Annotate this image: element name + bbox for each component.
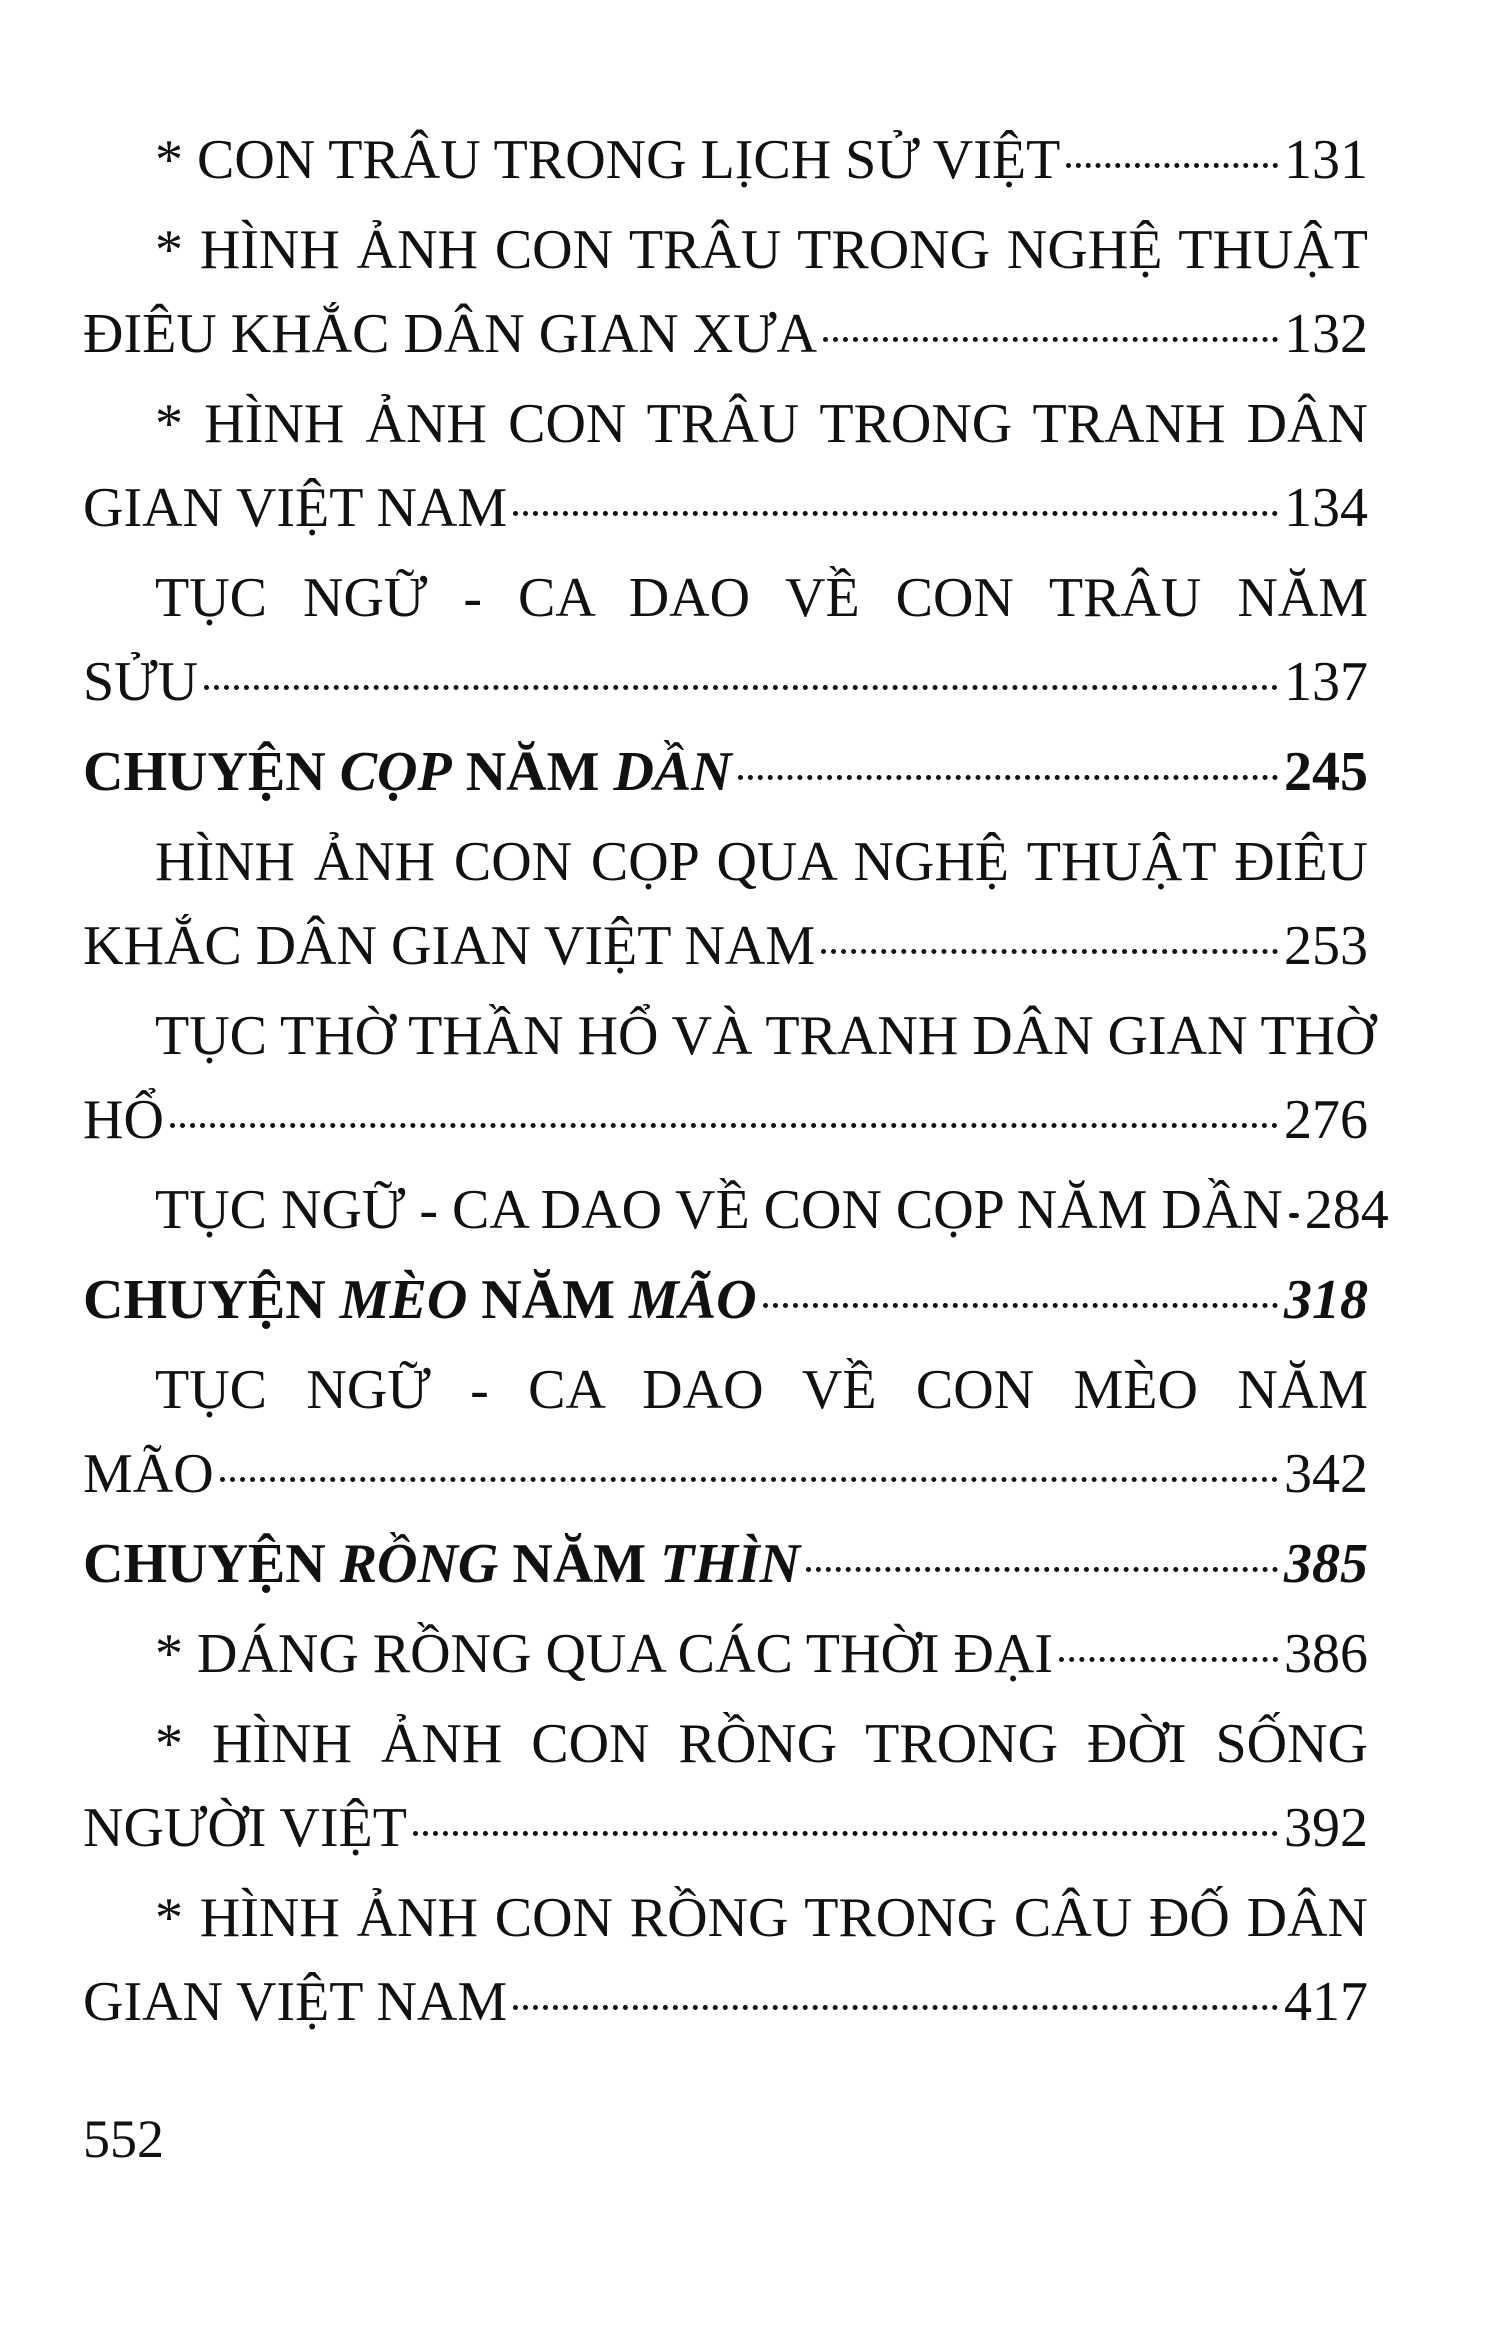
toc-heading bbox=[83, 1522, 1368, 1606]
toc-entry-line1: * HÌNH ẢNH CON RỒNG TRONG CÂU ĐỐ DÂN bbox=[155, 1887, 1368, 1949]
toc-heading-part: CHUYỆN bbox=[83, 741, 340, 803]
page-number: 552 bbox=[83, 2109, 164, 2169]
toc-page-number: 385 bbox=[1284, 1533, 1368, 1595]
toc-entry-text: MÃO bbox=[83, 1443, 214, 1505]
toc-heading-part: CỌP bbox=[339, 741, 452, 803]
toc-entry bbox=[83, 208, 1368, 376]
dot-leader bbox=[1059, 1657, 1278, 1662]
toc-entry bbox=[83, 1612, 1368, 1696]
toc-entry bbox=[83, 1702, 1368, 1870]
toc-entry-text: GIAN VIỆT NAM bbox=[83, 1971, 508, 2033]
toc-entry bbox=[83, 1348, 1368, 1516]
toc-entry-text: HỔ bbox=[83, 1089, 164, 1151]
toc-heading-line bbox=[83, 730, 1368, 814]
toc-page-number: 137 bbox=[1284, 651, 1368, 713]
toc-entry-line1: HÌNH ẢNH CON CỌP QUA NGHỆ THUẬT ĐIÊU bbox=[155, 831, 1368, 893]
toc-entry-text: KHẮC DÂN GIAN VIỆT NAM bbox=[83, 915, 816, 977]
dot-leader bbox=[413, 1831, 1278, 1836]
toc-page-number: 134 bbox=[1284, 477, 1368, 539]
toc-entry-text: GIAN VIỆT NAM bbox=[83, 477, 508, 539]
toc-entry-line2 bbox=[83, 466, 1368, 550]
toc-entry-text: TỤC NGỮ - CA DAO VỀ CON CỌP NĂM DẦN bbox=[155, 1179, 1283, 1241]
toc-entry-line2 bbox=[83, 1432, 1368, 1516]
toc-entry bbox=[83, 994, 1376, 1162]
toc-entry bbox=[83, 556, 1368, 724]
toc-entry-line2 bbox=[83, 640, 1368, 724]
toc-entry-line1: TỤC NGỮ - CA DAO VỀ CON TRÂU NĂM bbox=[155, 567, 1368, 629]
toc-entry-line1: * HÌNH ẢNH CON TRÂU TRONG NGHỆ THUẬT bbox=[155, 219, 1368, 281]
toc-entry bbox=[83, 1876, 1368, 2044]
toc-entry-line1: TỤC THỜ THẦN HỔ VÀ TRANH DÂN GIAN THỜ bbox=[155, 1005, 1376, 1067]
toc-heading-part: NĂM bbox=[498, 1533, 661, 1595]
toc-entry-line bbox=[83, 1612, 1368, 1696]
toc-heading-part: CHUYỆN bbox=[83, 1533, 340, 1595]
toc-heading-part: CHUYỆN bbox=[83, 1269, 340, 1331]
dot-leader bbox=[220, 1477, 1278, 1482]
toc-heading bbox=[83, 730, 1368, 814]
toc-heading-part: MÈO bbox=[339, 1269, 468, 1331]
toc-heading-line bbox=[83, 1522, 1368, 1606]
toc-page-number: 318 bbox=[1284, 1269, 1368, 1331]
dot-leader bbox=[1289, 1213, 1299, 1218]
toc-entry bbox=[83, 1168, 1389, 1252]
toc-page-number: 386 bbox=[1284, 1623, 1368, 1685]
dot-leader bbox=[823, 337, 1278, 342]
toc-entry-text: SỬU bbox=[83, 651, 199, 713]
toc-page-number: 392 bbox=[1284, 1797, 1368, 1859]
toc-entry-line1: * HÌNH ẢNH CON RỒNG TRONG ĐỜI SỐNG bbox=[155, 1713, 1368, 1775]
toc-heading-part: RỒNG bbox=[339, 1533, 499, 1595]
toc-entry-text: * CON TRÂU TRONG LỊCH SỬ VIỆT bbox=[155, 129, 1061, 191]
toc-page-number: 284 bbox=[1304, 1179, 1389, 1241]
toc-entry-line bbox=[83, 118, 1368, 202]
toc-heading-part: NĂM bbox=[467, 1269, 630, 1331]
dot-leader bbox=[738, 775, 1278, 780]
toc-heading-text bbox=[83, 1258, 757, 1342]
toc-entry-text: * DÁNG RỒNG QUA CÁC THỜI ĐẠI bbox=[155, 1623, 1054, 1685]
toc-entry bbox=[83, 118, 1368, 202]
toc-page-number: 245 bbox=[1284, 741, 1368, 803]
toc-page-number: 132 bbox=[1284, 303, 1368, 365]
toc-heading-part: DẦN bbox=[613, 741, 732, 803]
toc-page-number: 131 bbox=[1284, 129, 1368, 191]
toc-heading-part: THÌN bbox=[660, 1533, 801, 1595]
dot-leader bbox=[204, 685, 1278, 690]
toc-page-number: 417 bbox=[1284, 1971, 1368, 2033]
toc-heading-text bbox=[83, 730, 732, 814]
dot-leader bbox=[821, 949, 1278, 954]
toc-entry-line2 bbox=[83, 292, 1368, 376]
toc-entry-text: ĐIÊU KHẮC DÂN GIAN XƯA bbox=[83, 303, 818, 365]
dot-leader bbox=[513, 2005, 1278, 2010]
toc-entry-line bbox=[83, 1168, 1389, 1252]
toc-heading-text bbox=[83, 1522, 800, 1606]
toc-entry-line1: * HÌNH ẢNH CON TRÂU TRONG TRANH DÂN bbox=[155, 393, 1368, 455]
toc-page-number: 276 bbox=[1284, 1089, 1368, 1151]
toc-heading-line bbox=[83, 1258, 1368, 1342]
toc-entry bbox=[83, 820, 1368, 988]
dot-leader bbox=[170, 1123, 1278, 1128]
dot-leader bbox=[806, 1567, 1278, 1572]
toc-entry-line1: TỤC NGỮ - CA DAO VỀ CON MÈO NĂM bbox=[155, 1359, 1368, 1421]
toc-entry-text: NGƯỜI VIỆT bbox=[83, 1797, 407, 1859]
table-of-contents bbox=[83, 118, 1389, 2050]
toc-entry-line2 bbox=[83, 1786, 1368, 1870]
toc-entry-line2 bbox=[83, 1078, 1368, 1162]
toc-heading-part: NĂM bbox=[451, 741, 614, 803]
toc-entry-line2 bbox=[83, 1960, 1368, 2044]
toc-heading-part: MÃO bbox=[629, 1269, 757, 1331]
dot-leader bbox=[763, 1303, 1278, 1308]
toc-heading bbox=[83, 1258, 1368, 1342]
dot-leader bbox=[513, 511, 1278, 516]
toc-entry-line2 bbox=[83, 904, 1368, 988]
toc-entry bbox=[83, 382, 1368, 550]
toc-page-number: 253 bbox=[1284, 915, 1368, 977]
toc-page-number: 342 bbox=[1284, 1443, 1368, 1505]
dot-leader bbox=[1066, 163, 1278, 168]
